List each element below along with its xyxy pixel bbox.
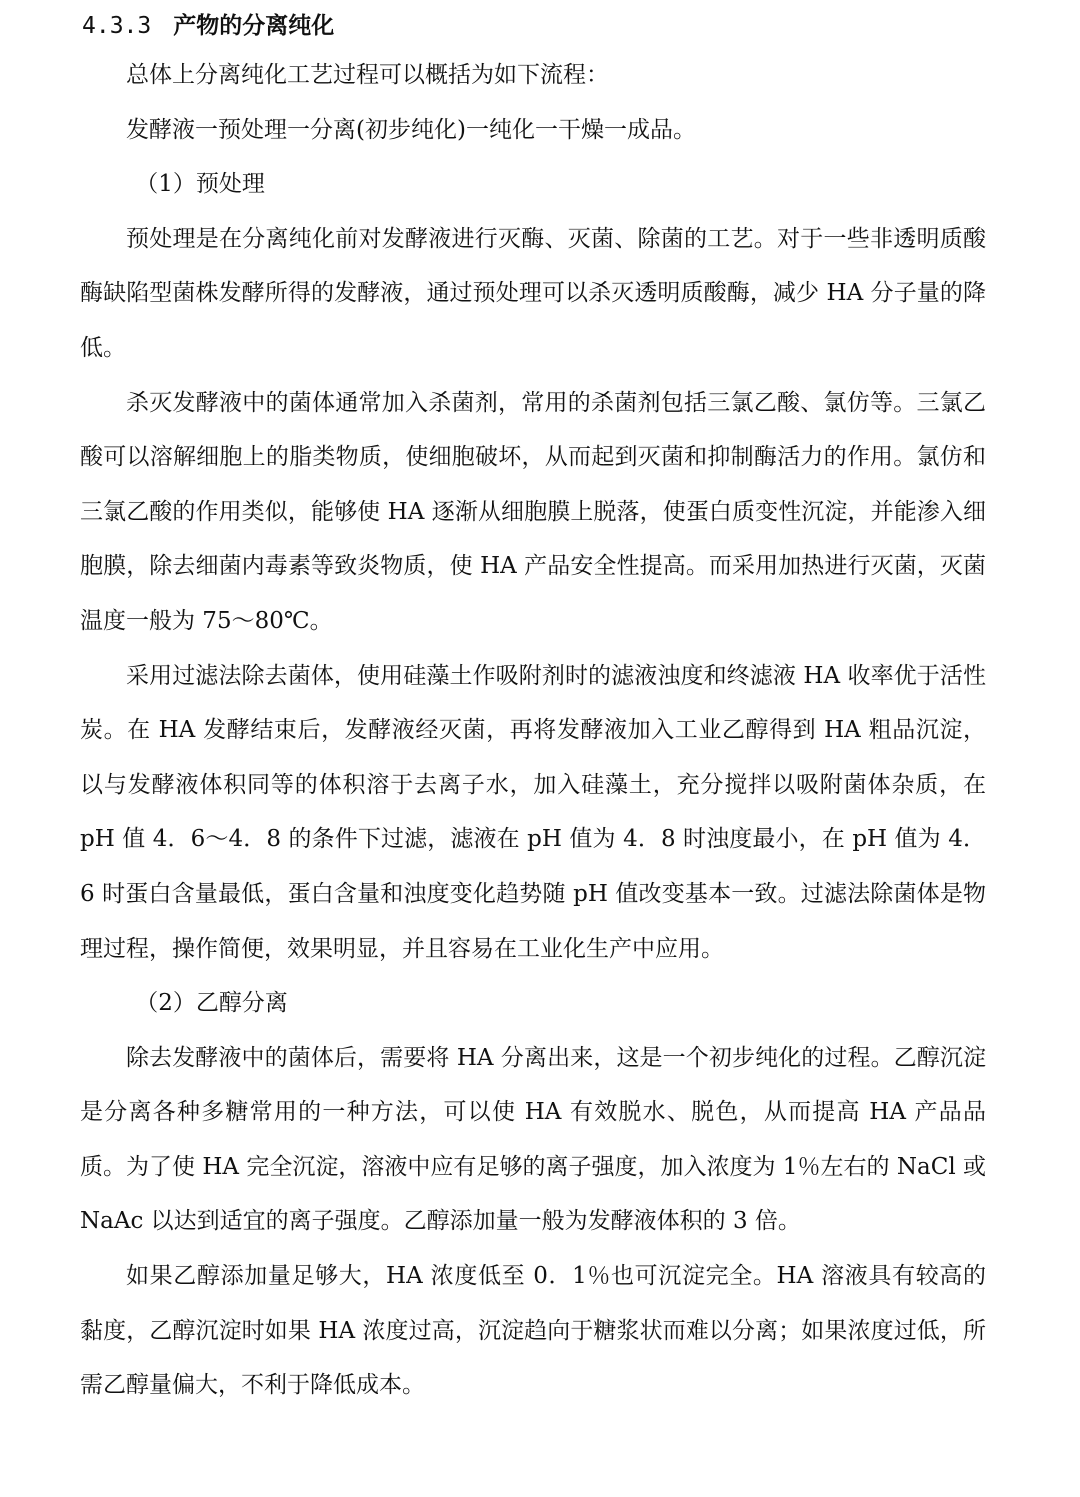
paragraph-process-intro: 总体上分离纯化工艺过程可以概括为如下流程： xyxy=(126,62,609,88)
section-number: 4.3.3 xyxy=(82,13,152,39)
document-body xyxy=(80,48,986,1413)
paragraph-pretreatment: 预处理是在分离纯化前对发酵液进行灭酶、灭菌、除菌的工艺。对于一些非透明质酸酶缺陷型菌株发酵所得的发酵液，通过预处理可以杀灭透明质酸酶，减少 HA 分子量的降低。 xyxy=(80,225,986,361)
paragraph-process-flow: 发酵液一预处理一分离(初步纯化)一纯化一干燥一成品。 xyxy=(126,116,696,143)
paragraph-sterilization: 杀灭发酵液中的菌体通常加入杀菌剂，常用的杀菌剂包括三氯乙酸、氯仿等。三氯乙酸可以溶解细胞上的脂类物质，使细胞破坏，从而起到灭菌和抑制酶活力的作用。氯仿和三氯乙酸的作用类似，能够使 HA 逐渐从细胞膜上脱落，使蛋白质变性沉淀，并能渗入细胞膜，除去细菌内毒素等致炎物质，使 HA 产品安全性提高。而采用加热进行灭菌，灭菌温度一般为 75～80℃。 xyxy=(80,389,986,634)
paragraph-ethanol-dosage: 如果乙醇添加量足够大，HA 浓度低至 0．1％也可沉淀完全。HA 溶液具有较高的黏度，乙醇沉淀时如果 HA 浓度过高，沉淀趋向于糖浆状而难以分离；如果浓度过低，所需乙醇量偏大，不利于降低成本。 xyxy=(80,1263,986,1399)
paragraph-filtration: 采用过滤法除去菌体，使用硅藻土作吸附剂时的滤液浊度和终滤液 HA 收率优于活性炭。在 HA 发酵结束后，发酵液经灭菌，再将发酵液加入工业乙醇得到 HA 粗品沉淀，以与发酵液体积同等的体积溶于去离子水，加入硅藻土，充分搅拌以吸附菌体杂质，在 pH 值 4．6～4．8 的条件下过滤，滤液在 pH 值为 4．8 时浊度最小，在 pH 值为 4．6 时蛋白含量最低，蛋白含量和浊度变化趋势随 pH 值改变基本一致。过滤法除菌体是物理过程，操作简便，效果明显，并且容易在工业化生产中应用。 xyxy=(80,662,986,962)
subheading-ethanol-separation: （2）乙醇分离 xyxy=(135,990,288,1017)
subheading-pretreatment: （1）预处理 xyxy=(135,171,265,198)
paragraph-ethanol-precipitation: 除去发酵液中的菌体后，需要将 HA 分离出来，这是一个初步纯化的过程。乙醇沉淀是分离各种多糖常用的一种方法，可以使 HA 有效脱水、脱色，从而提高 HA 产品品质。为了使 HA 完全沉淀，溶液中应有足够的离子强度，加入浓度为 1％左右的 NaCl 或 NaAc 以达到适宜的离子强度。乙醇添加量一般为发酵液体积的 3 倍。 xyxy=(80,1044,986,1235)
section-title: 产物的分离纯化 xyxy=(173,13,335,39)
section-heading xyxy=(82,8,334,44)
